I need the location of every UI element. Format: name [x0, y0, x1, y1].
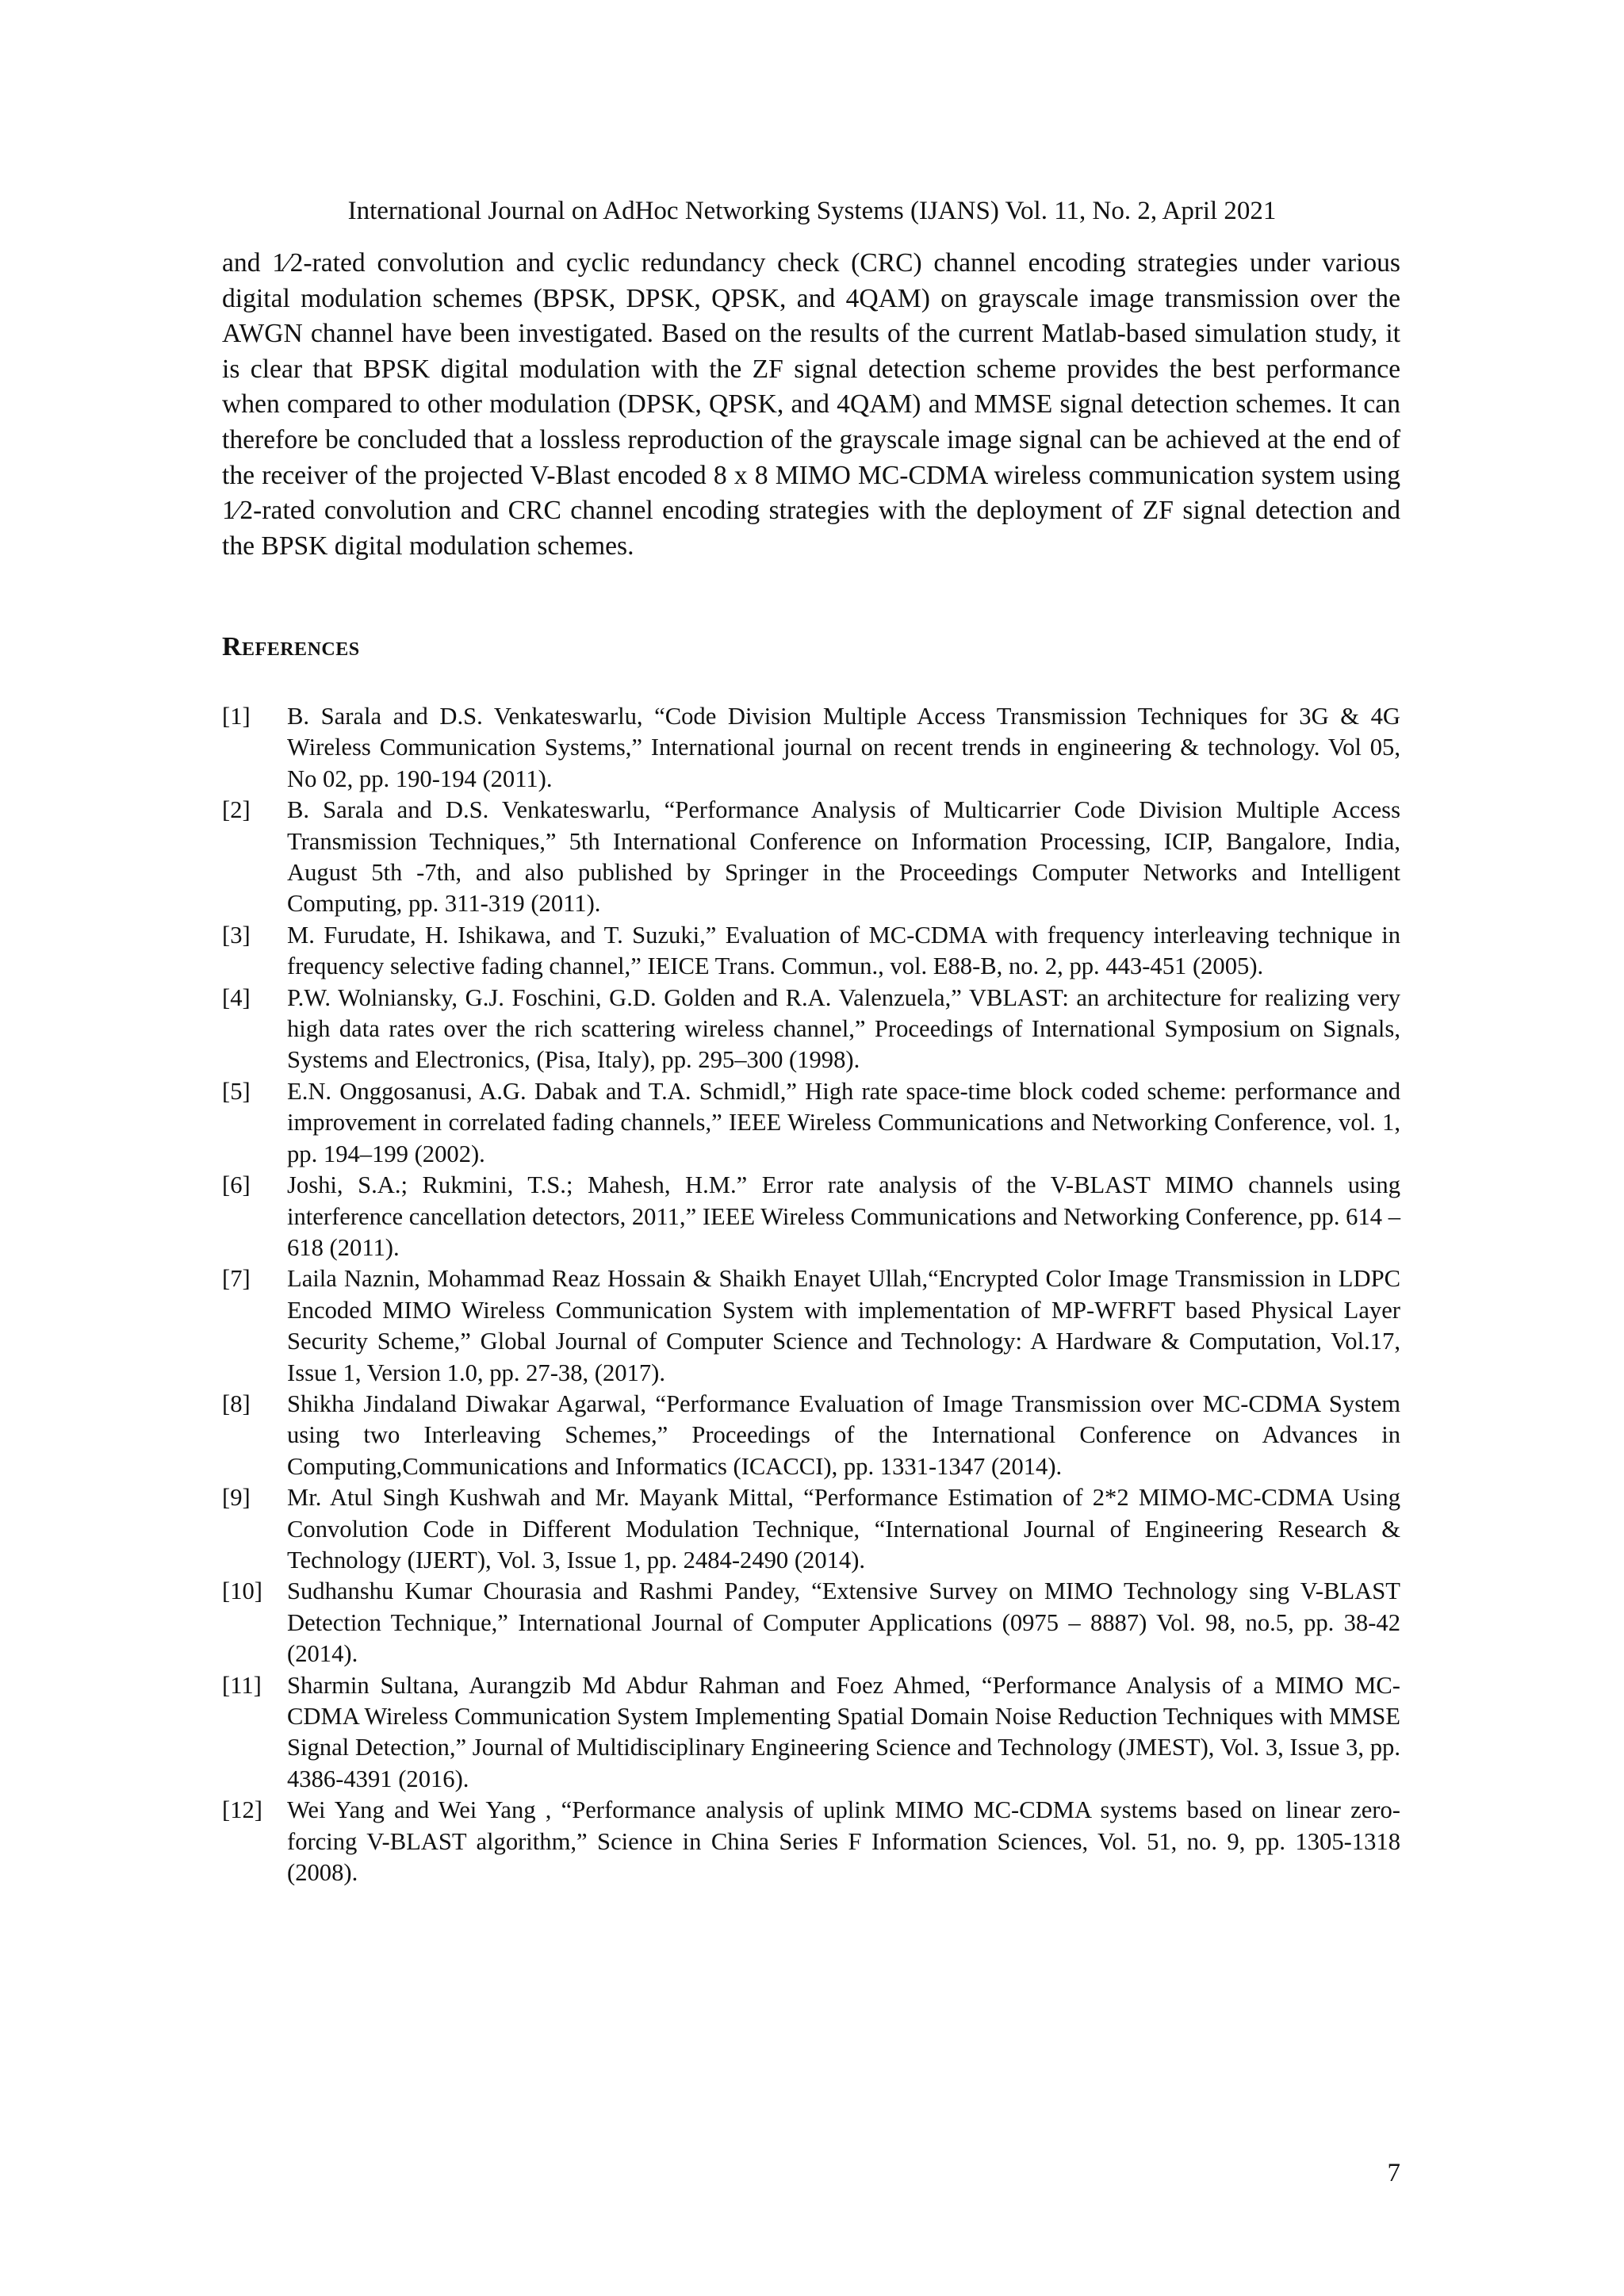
reference-text: Shikha Jindaland Diwakar Agarwal, “Performance Evaluation of Image Transmission over MC-CDMA System using two Interleaving Schemes,” Proceedings of the International Conference on Advances in Computing,Communications and Informatics (ICACCI), pp. 1331-1347 (2014).	[287, 1389, 1400, 1480]
reference-number: [2]	[222, 796, 251, 824]
reference-text: Laila Naznin, Mohammad Reaz Hossain & Shaikh Enayet Ullah,“Encrypted Color Image Transmission in LDPC Encoded MIMO Wireless Communication System with implementation of MP-WFRFT based Physical Layer Security Scheme,” Global Journal of Computer Science and Technology: A Hardware & Computation, Vol.17, Issue 1, Version 1.0, pp. 27-38, (2017).	[287, 1265, 1400, 1386]
reference-item	[222, 1795, 1400, 1888]
reference-text: M. Furudate, H. Ishikawa, and T. Suzuki,” Evaluation of MC-CDMA with frequency interleaving technique in frequency selective fading channel,” IEICE Trans. Commun., vol. E88-B, no. 2, pp. 443-451 (2005).	[287, 921, 1400, 980]
journal-header: International Journal on AdHoc Networking Systems (IJANS) Vol. 11, No. 2, April 2021	[347, 197, 1277, 225]
reference-item	[222, 1576, 1400, 1669]
reference-text: Mr. Atul Singh Kushwah and Mr. Mayank Mittal, “Performance Estimation of 2*2 MIMO-MC-CDMA Using Convolution Code in Different Modulation Technique, “International Journal of Engineering Research & Technology (IJERT), Vol. 3, Issue 1, pp. 2484-2490 (2014).	[287, 1484, 1400, 1573]
reference-number: [11]	[222, 1671, 262, 1699]
reference-item	[222, 1482, 1400, 1576]
reference-number: [4]	[222, 983, 251, 1011]
references-heading: References	[222, 632, 360, 661]
reference-item	[222, 1670, 1400, 1796]
reference-item	[222, 1170, 1400, 1263]
reference-text: Sharmin Sultana, Aurangzib Md Abdur Rahman and Foez Ahmed, “Performance Analysis of a MIMO MC-CDMA Wireless Communication System Implementing Spatial Domain Noise Reduction Techniques with MMSE Signal Detection,” Journal of Multidisciplinary Engineering Science and Technology (JMEST), Vol. 3, Issue 3, pp. 4386-4391 (2016).	[287, 1671, 1400, 1792]
reference-text: P.W. Wolniansky, G.J. Foschini, G.D. Golden and R.A. Valenzuela,” VBLAST: an architecture for realizing very high data rates over the rich scattering wireless channel,” Proceedings of International Symposium on Signals, Systems and Electronics, (Pisa, Italy), pp. 295–300 (1998).	[287, 983, 1400, 1074]
reference-item	[222, 1263, 1400, 1389]
reference-item	[222, 983, 1400, 1076]
reference-number: [8]	[222, 1389, 251, 1417]
reference-number: [1]	[222, 703, 251, 730]
page-number: 7	[1387, 2159, 1400, 2187]
reference-number: [7]	[222, 1265, 251, 1293]
conclusion-paragraph: and 1⁄2-rated convolution and cyclic redundancy check (CRC) channel encoding strategies under various digital modulation schemes (BPSK, DPSK, QPSK, and 4QAM) on grayscale image transmission over the AWGN channel have been investigated. Based on the results of the current Matlab-based simulation study, it is clear that BPSK digital modulation with the ZF signal detection scheme provides the best performance when compared to other modulation (DPSK, QPSK, and 4QAM) and MMSE signal detection schemes. It can therefore be concluded that a lossless reproduction of the grayscale image signal can be achieved at the end of the receiver of the projected V-Blast encoded 8 x 8 MIMO MC-CDMA wireless communication system using 1⁄2-rated convolution and CRC channel encoding strategies with the deployment of ZF signal detection and the BPSK digital modulation schemes.	[222, 248, 1400, 561]
references-list	[222, 701, 1400, 1888]
reference-number: [5]	[222, 1077, 251, 1105]
reference-text: Wei Yang and Wei Yang , “Performance analysis of uplink MIMO MC-CDMA systems based on linear zero-forcing V-BLAST algorithm,” Science in China Series F Information Sciences, Vol. 51, no. 9, pp. 1305-1318 (2008).	[287, 1796, 1400, 1887]
reference-text: E.N. Onggosanusi, A.G. Dabak and T.A. Schmidl,” High rate space-time block coded scheme: performance and improvement in correlated fading channels,” IEEE Wireless Communications and Networking Conference, vol. 1, pp. 194–199 (2002).	[287, 1077, 1400, 1167]
reference-text: Sudhanshu Kumar Chourasia and Rashmi Pandey, “Extensive Survey on MIMO Technology sing V-BLAST Detection Technique,” International Journal of Computer Applications (0975 – 8887) Vol. 98, no.5, pp. 38-42 (2014).	[287, 1577, 1400, 1668]
reference-item	[222, 1389, 1400, 1482]
reference-text: Joshi, S.A.; Rukmini, T.S.; Mahesh, H.M.” Error rate analysis of the V-BLAST MIMO channels using interference cancellation detectors, 2011,” IEEE Wireless Communications and Networking Conference, pp. 614 – 618 (2011).	[287, 1171, 1400, 1261]
reference-number: [3]	[222, 921, 251, 949]
reference-item	[222, 795, 1400, 920]
reference-text: B. Sarala and D.S. Venkateswarlu, “Performance Analysis of Multicarrier Code Division Multiple Access Transmission Techniques,” 5th International Conference on Information Processing, ICIP, Bangalore, India, August 5th -7th, and also published by Springer in the Proceedings Computer Networks and Intelligent Computing, pp. 311-319 (2011).	[287, 796, 1400, 918]
reference-item	[222, 920, 1400, 983]
reference-text: B. Sarala and D.S. Venkateswarlu, “Code Division Multiple Access Transmission Techniques for 3G & 4G Wireless Communication Systems,” International journal on recent trends in engineering & technology. Vol 05, No 02, pp. 190-194 (2011).	[287, 703, 1400, 792]
reference-item	[222, 701, 1400, 795]
reference-number: [6]	[222, 1171, 251, 1199]
reference-number: [9]	[222, 1484, 251, 1512]
reference-number: [10]	[222, 1577, 262, 1605]
reference-number: [12]	[222, 1796, 262, 1824]
reference-item	[222, 1076, 1400, 1170]
